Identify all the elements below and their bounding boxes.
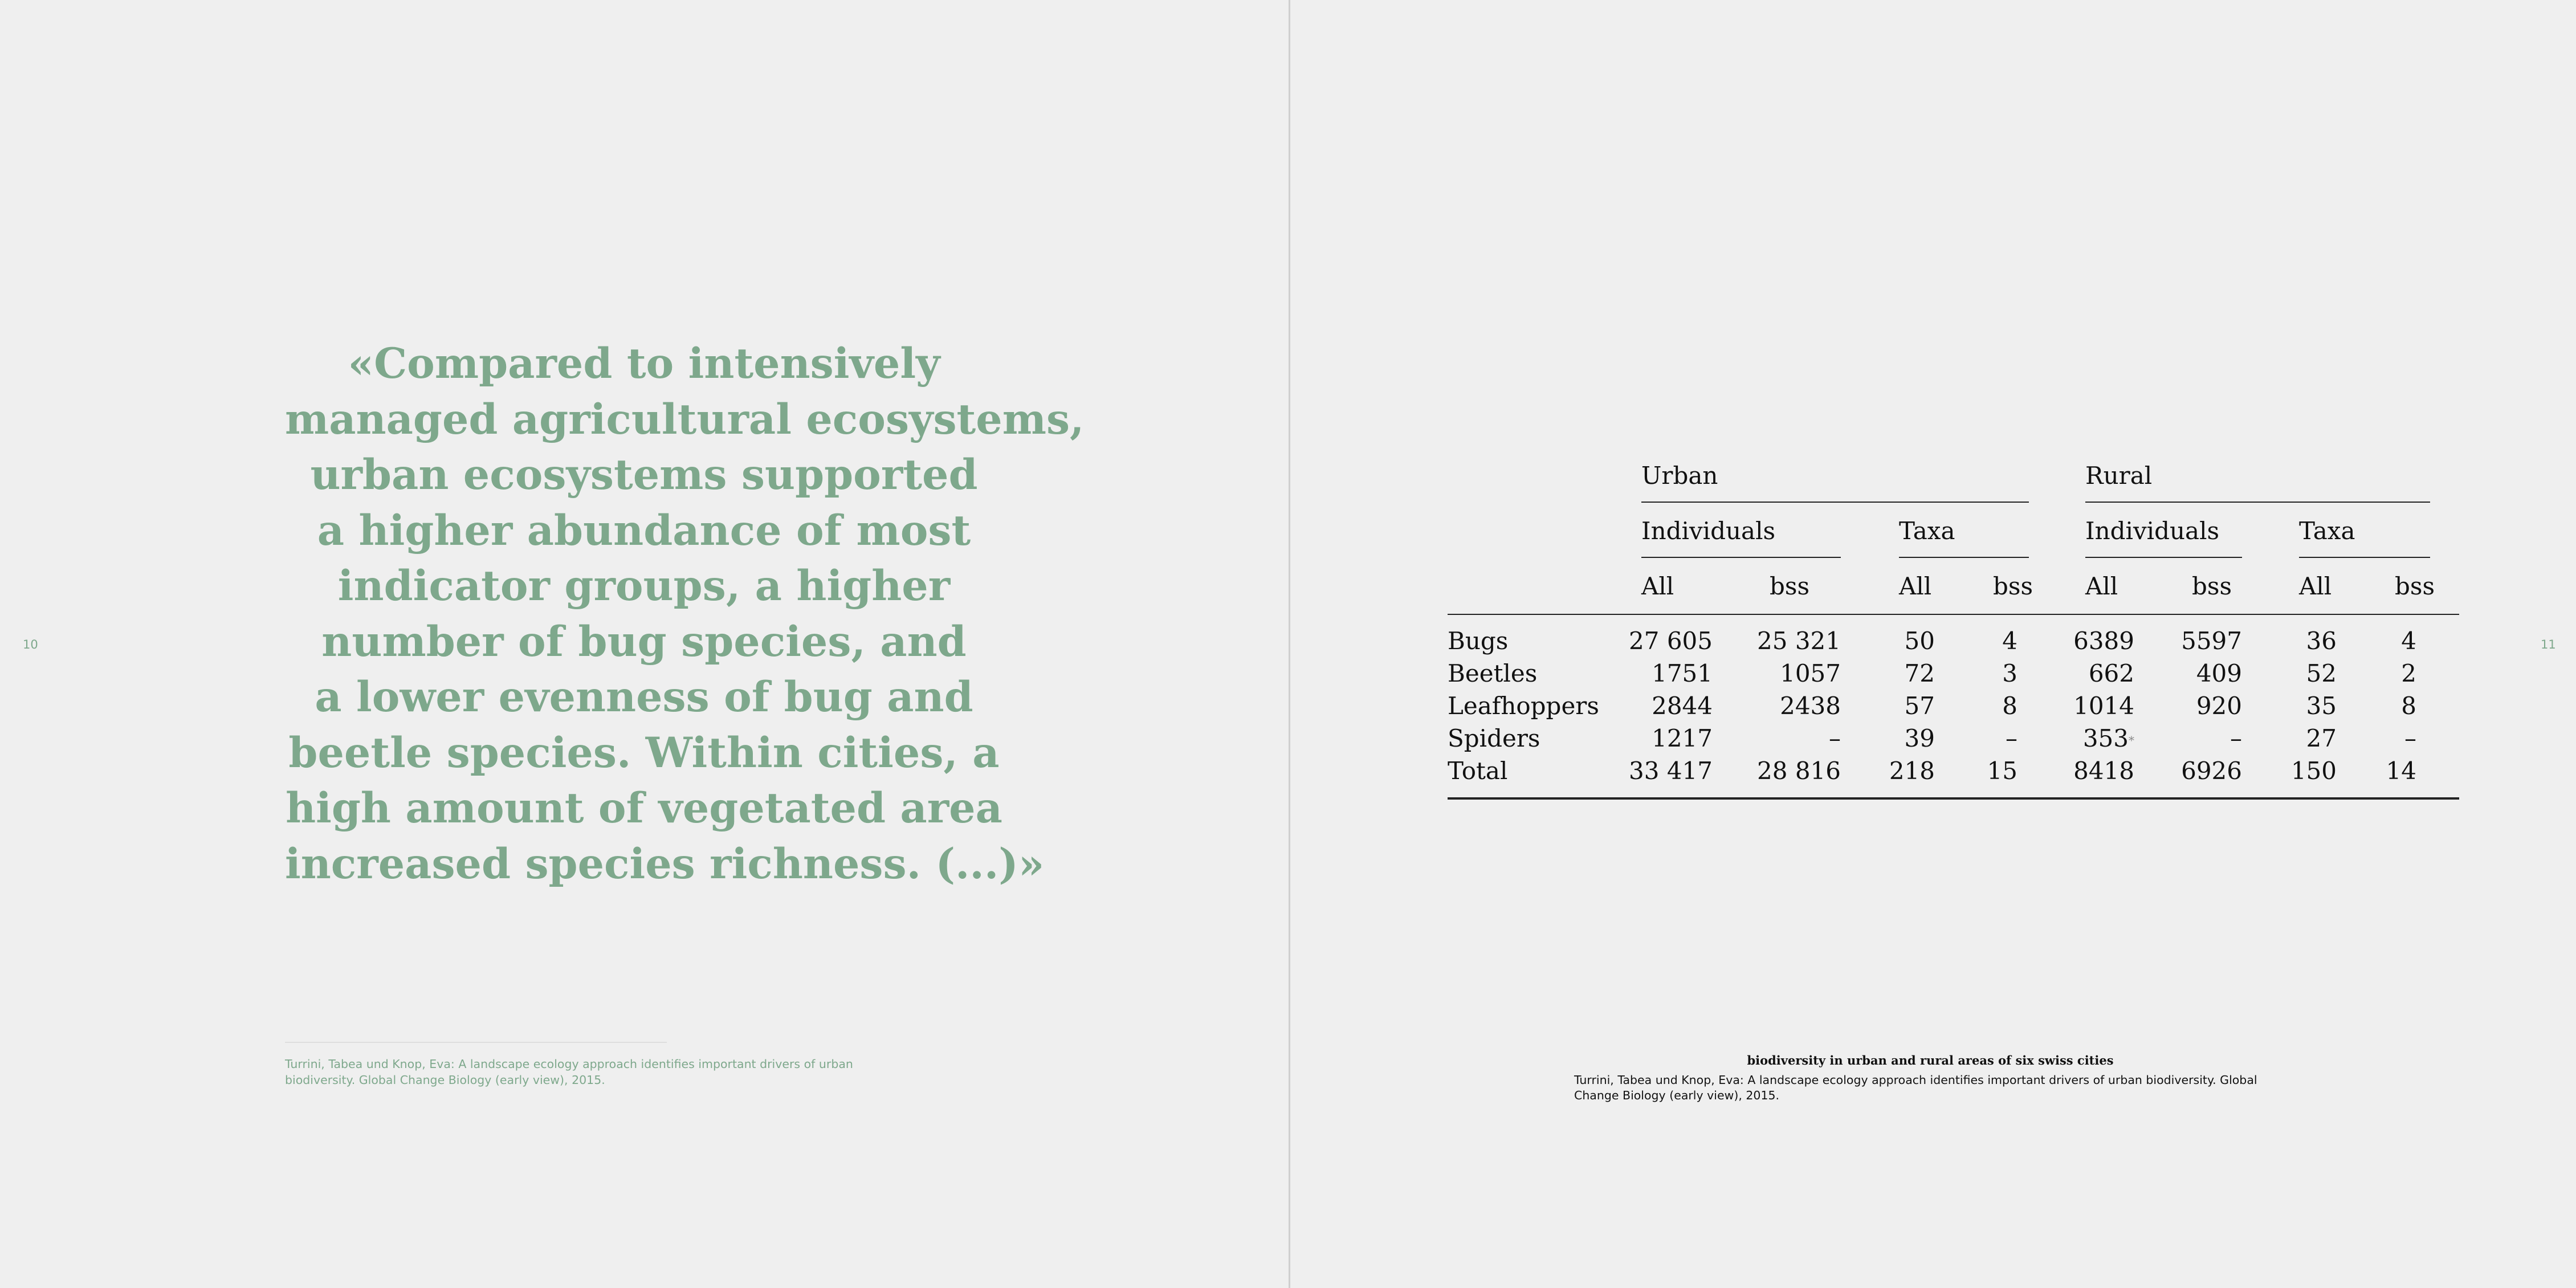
table-caption-title: biodiversity in urban and rural areas of six swiss cities: [1747, 1053, 2114, 1067]
table-cell: 1217: [1652, 724, 1713, 752]
row-label-spiders: Spiders: [1448, 724, 1540, 752]
table-cell: 28 816: [1757, 757, 1841, 785]
subgroup-header-rural-individuals: Individuals: [2085, 517, 2220, 545]
subgroup-rule: [1641, 557, 1841, 558]
subgroup-rule: [1899, 557, 2029, 558]
column-header: bss: [1993, 572, 2033, 600]
subgroup-header-rural-taxa: Taxa: [2299, 517, 2355, 545]
column-header: All: [2299, 572, 2332, 600]
row-label-bugs: Bugs: [1448, 627, 1509, 655]
column-header: All: [1899, 572, 1932, 600]
table-cell: 50: [1904, 627, 1935, 655]
table-cell: –: [2404, 724, 2416, 752]
page-number-right: 11: [2541, 638, 2556, 651]
quote-line: managed agricultural ecosystems,: [285, 394, 1085, 444]
header-rule: [1448, 614, 2459, 615]
table-cell: 920: [2196, 692, 2242, 720]
table-cell: 4: [2401, 627, 2416, 655]
urban-group-rule: [1641, 502, 2029, 503]
table-cell: 8: [2002, 692, 2017, 720]
page-number-left: 10: [23, 638, 38, 651]
subgroup-rule: [2085, 557, 2242, 558]
table-cell: 25 321: [1757, 627, 1841, 655]
footnote-divider: [285, 1042, 667, 1043]
table-cell: 57: [1904, 692, 1935, 720]
subgroup-header-urban-individuals: Individuals: [1641, 517, 1776, 545]
table-cell: 6926: [2181, 757, 2242, 785]
caption-line: Change Biology (early view), 2015.: [1574, 1089, 1780, 1102]
quote-line: number of bug species, and: [321, 617, 967, 666]
footnote-line: Turrini, Tabea und Knop, Eva: A landscape ecology approach identifies important drivers of urban: [285, 1057, 853, 1071]
page-gutter: [1289, 0, 1290, 1288]
table-cell: 1751: [1652, 659, 1713, 687]
table-cell: 15: [1987, 757, 2017, 785]
row-label-beetles: Beetles: [1448, 659, 1538, 687]
table-cell: 27: [2306, 724, 2337, 752]
table-cell: 27 605: [1629, 627, 1713, 655]
table-cell: 662: [2088, 659, 2134, 687]
table-cell: 39: [1904, 724, 1935, 752]
footnote-line: biodiversity. Global Change Biology (early view), 2015.: [285, 1073, 605, 1087]
quote-line: a lower evenness of bug and: [315, 672, 973, 722]
table-cell: 36: [2306, 627, 2337, 655]
table-cell: 1014: [2073, 692, 2134, 720]
row-label-total: Total: [1448, 757, 1508, 785]
table-cell: 52: [2306, 659, 2337, 687]
row-label-leafhoppers: Leafhoppers: [1448, 692, 1599, 720]
table-bottom-rule: [1448, 797, 2459, 800]
subgroup-rule: [2299, 557, 2430, 558]
table-cell: 33 417: [1629, 757, 1713, 785]
quote-line: increased species richness. (...)»: [285, 839, 1045, 888]
column-header: bss: [2395, 572, 2435, 600]
quote-line: beetle species. Within cities, a: [288, 728, 1000, 777]
table-cell: 218: [1889, 757, 1935, 785]
quote-source-footnote: [285, 1056, 940, 1088]
table-cell: 1057: [1780, 659, 1841, 687]
quote-line: urban ecosystems supported: [310, 450, 978, 499]
quote-line: «Compared to intensively: [348, 339, 940, 388]
table-cell: –: [1829, 724, 1841, 752]
quote-line: a higher abundance of most: [317, 506, 971, 555]
table-cell: 5597: [2181, 627, 2242, 655]
table-cell: 4: [2002, 627, 2017, 655]
table-cell: 8: [2401, 692, 2416, 720]
table-cell: 150: [2290, 757, 2337, 785]
table-cell: 72: [1904, 659, 1935, 687]
table-cell: –: [2006, 724, 2017, 752]
footnote-marker: *: [2129, 733, 2134, 747]
group-header-rural: Rural: [2085, 462, 2153, 490]
table-cell-value: 353: [2082, 724, 2129, 752]
quote-line: indicator groups, a higher: [337, 561, 951, 610]
table-cell: 8418: [2073, 757, 2134, 785]
quote-line: high amount of vegetated area: [286, 784, 1002, 833]
table-cell: 35: [2306, 692, 2337, 720]
pull-quote: [285, 336, 1085, 892]
table-cell: 2438: [1780, 692, 1841, 720]
table-cell: [2040, 724, 2134, 755]
column-header: All: [1641, 572, 1674, 600]
rural-group-rule: [2085, 502, 2430, 503]
column-header: bss: [1770, 572, 1809, 600]
table-cell: 409: [2196, 659, 2242, 687]
group-header-urban: Urban: [1641, 462, 1718, 490]
column-header: All: [2085, 572, 2118, 600]
table-cell: 3: [2002, 659, 2017, 687]
column-header: bss: [2192, 572, 2232, 600]
table-cell: 2: [2401, 659, 2416, 687]
table-cell: 6389: [2073, 627, 2134, 655]
table-cell: 2844: [1652, 692, 1713, 720]
table-cell: 14: [2386, 757, 2416, 785]
table-caption-source: [1574, 1073, 2286, 1103]
caption-line: Turrini, Tabea und Knop, Eva: A landscape ecology approach identifies important drivers of urban biodiversity. Global: [1574, 1073, 2257, 1087]
subgroup-header-urban-taxa: Taxa: [1899, 517, 1955, 545]
table-cell: –: [2230, 724, 2242, 752]
